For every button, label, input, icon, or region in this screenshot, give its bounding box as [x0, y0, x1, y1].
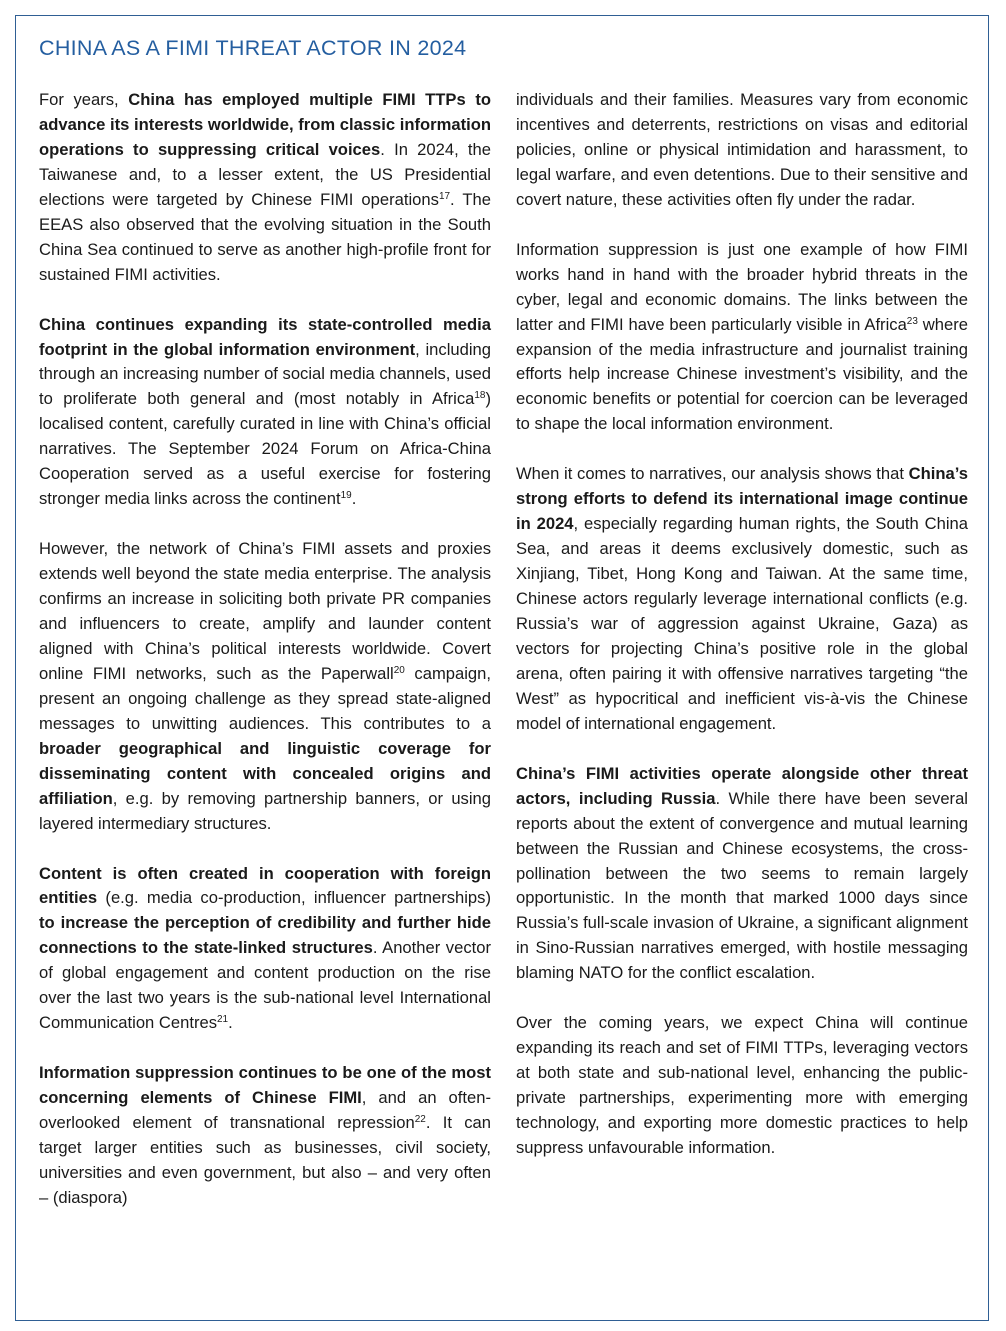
paragraph-fimi-ttps: For years, China has employed multiple FIMI TTPs to advance its interests worldwide, from classic information operations to suppressing critical voices. In 2024, the Taiwanese and, to a lesser extent, the US Presidential elections were targeted by Chinese FIMI operations$^{17}$. The EEAS also observed that the evolving situation in the South China Sea continued to serve as another high-profile front for sustained FIMI activities.	[39, 90, 492, 284]
footnote-ref-17[interactable]: 17	[438, 190, 451, 202]
footnote-ref-22[interactable]: 22	[414, 1113, 426, 1125]
paragraph-suppression-measures: individuals and their families. Measures vary from economic incentives and deterrents, restrictions on visas and editorial policies, online or physical intimidation and harassment, to legal warfare, and even detentions. Due to their sensitive and covert nature, these activities often fly under the radar.	[516, 90, 968, 209]
footnote-ref-23[interactable]: 23	[906, 315, 918, 327]
left-column	[39, 88, 491, 1236]
footnote-ref-18[interactable]: 18	[474, 390, 486, 402]
paragraph-outlook: Over the coming years, we expect China will continue expanding its reach and set of FIMI TTPs, leveraging vectors at both state and sub-national level, enhancing the public-private partnerships, experimenting more with emerging technology, and exporting more domestic practices to help suppress unfavourable information.	[516, 1013, 968, 1157]
paragraph-proxies-network: However, the network of China’s FIMI assets and proxies extends well beyond the state media enterprise. The analysis confirms an increase in soliciting both private PR companies and influencers to create, amplify and launder content aligned with China’s political interests worldwide. Covert online FIMI networks, such as the Paperwall$^{20}$ campaign, present an ongoing challenge as they spread state-aligned messages to unwitting audiences. This contributes to a broader geographical and linguistic coverage for disseminating content with concealed origins and affiliation, e.g. by removing partnership banners, or using layered intermediary structures.	[39, 539, 491, 833]
paragraph-state-media: China continues expanding its state-controlled media footprint in the global information environment, including through an increasing number of social media channels, used to proliferate both general and (most notably in Africa$^{18}$) localised content, carefully curated in line with China’s official narratives. The September 2024 Forum on Africa-China Cooperation served as a useful exercise for fostering stronger media links across the continent$^{19}$.	[39, 314, 491, 509]
right-column	[516, 88, 968, 1186]
paragraph-russia-alignment: China’s FIMI activities operate alongside other threat actors, including Russia. While there have been several reports about the extent of convergence and mutual learning between the Russian and Chinese ecosystems, the cross-pollination between the two seems to remain largely opportunistic. In the month that marked 1000 days since Russia’s full-scale invasion of Ukraine, a significant alignment in Sino-Russian narratives emerged, with hostile messaging blaming NATO for the conflict escalation.	[516, 763, 968, 983]
footnote-ref-20[interactable]: 20	[393, 664, 405, 676]
paragraph-information-suppression: Information suppression continues to be one of the most concerning elements of Chinese FIMI, and an often-overlooked element of transnational repression$^{22}$. It can target larger entities such as businesses, civil society, universities and even government, but also – and very often – (diaspora)	[39, 1063, 491, 1207]
footnote-ref-19[interactable]: 19	[340, 490, 352, 502]
paragraph-foreign-cooperation: Content is often created in cooperation with foreign entities (e.g. media co-production, influencer partnerships) to increase the perception of credibility and further hide connections to the state-linked structures. Another vector of global engagement and content production on the rise over the last two years is the sub-national level International Communication Centres$^{21}$.	[39, 863, 491, 1033]
paragraph-narratives: When it comes to narratives, our analysis shows that China’s strong efforts to defend its international image continue in 2024, especially regarding human rights, the South China Sea, and areas it deems exclusively domestic, such as Xinjiang, Tibet, Hong Kong and Taiwan. At the same time, Chinese actors regularly leverage international conflicts (e.g. Russia’s war of aggression against Ukraine, Gaza) as vectors for projecting China’s positive role in the global arena, often pairing it with offensive narratives targeting “the West” as hypocritical and inefficient vis-à-vis the Chinese model of international engagement.	[516, 464, 968, 733]
footnote-ref-21[interactable]: 21	[217, 1014, 229, 1026]
section-title: CHINA AS A FIMI THREAT ACTOR IN 2024	[39, 36, 467, 60]
paragraph-hybrid-threats: Information suppression is just one example of how FIMI works hand in hand with the broader hybrid threats in the cyber, legal and economic domains. The links between the latter and FIMI have been particularly visible in Africa$^{23}$ where expansion of the media infrastructure and journalist training efforts help increase Chinese investment’s visibility, and the economic benefits or potential for coercion can be leveraged to shape the local information environment.	[516, 239, 968, 434]
